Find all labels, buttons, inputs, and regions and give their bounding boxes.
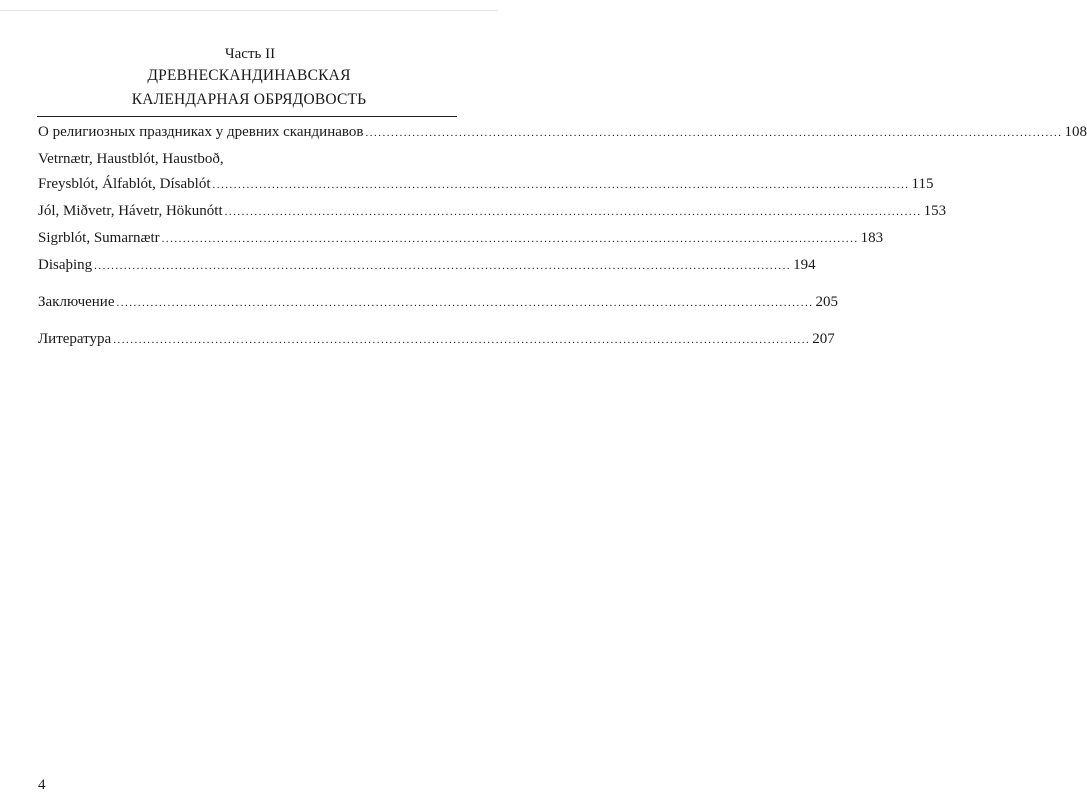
- toc-entry-page: 183: [860, 230, 884, 246]
- toc-entry-title: Заключение: [38, 294, 115, 310]
- part-label: Часть II: [224, 46, 276, 62]
- toc-entry[interactable]: [38, 120, 1087, 145]
- toc-entry[interactable]: [38, 327, 835, 352]
- toc-leader-dots: ....................................................................................................................................................................: [365, 127, 1063, 139]
- toc-entry-page: 207: [812, 331, 835, 347]
- toc-entry-title: Jól, Miðvetr, Hávetr, Hökunótt: [38, 203, 223, 219]
- part-title-line-1: ДРЕВНЕСКАНДИНАВСКАЯ: [147, 67, 351, 84]
- toc-leader-dots: ....................................................................................................................................................................: [113, 334, 811, 346]
- part-header: [0, 44, 498, 112]
- toc-leader-dots: ....................................................................................................................................................................: [116, 297, 814, 309]
- toc-leader-dots: ....................................................................................................................................................................: [161, 233, 859, 245]
- toc-entry[interactable]: [38, 290, 838, 315]
- toc-entry-page: 108: [1064, 124, 1087, 140]
- toc-entry-page: 153: [923, 203, 947, 219]
- toc-entry-title: Sigrblót, Sumarnætr: [38, 230, 160, 246]
- toc-leader-dots: ....................................................................................................................................................................: [94, 260, 792, 272]
- toc-entry[interactable]: [38, 172, 934, 197]
- toc-leader-dots: ....................................................................................................................................................................: [212, 179, 910, 191]
- toc-entry-page: 205: [815, 294, 838, 310]
- toc-entry[interactable]: [38, 226, 884, 251]
- toc-entry-title: Freysblót, Álfablót, Dísablót: [38, 176, 211, 192]
- part-title-line-2: КАЛЕНДАРНАЯ ОБРЯДОВОСТЬ: [131, 91, 367, 108]
- toc-entry-title: О религиозных праздниках у древних скандинавов: [38, 124, 364, 140]
- toc-entry-page: 194: [793, 257, 816, 273]
- toc-entry-title: Disaþing: [38, 257, 93, 273]
- title-rule: [37, 116, 457, 117]
- toc-entry[interactable]: [38, 253, 816, 278]
- toc-leader-dots: ....................................................................................................................................................................: [224, 206, 922, 218]
- table-of-contents: [38, 120, 1087, 352]
- toc-entry-page: 115: [911, 176, 934, 192]
- toc-entry-title-line-1: Vetrnætr, Haustblót, Haustboð,: [38, 151, 224, 167]
- page-number: 4: [38, 777, 46, 793]
- toc-entry-title: Литература: [38, 331, 112, 347]
- page-top-rule: [0, 10, 498, 11]
- toc-entry[interactable]: [38, 199, 947, 224]
